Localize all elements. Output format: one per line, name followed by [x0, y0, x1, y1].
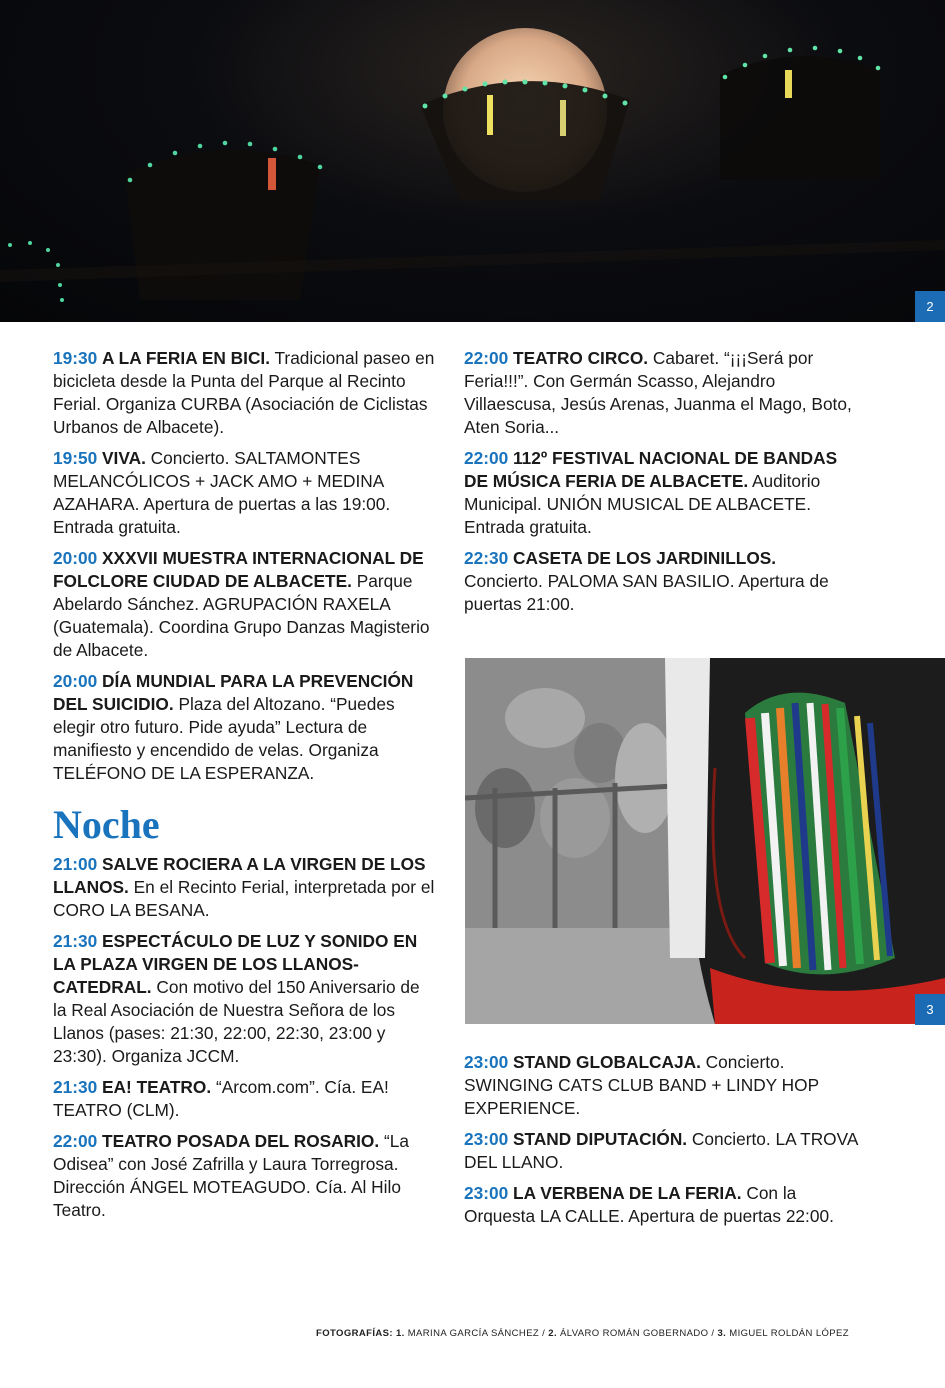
event-title: EA! TEATRO.	[102, 1077, 212, 1097]
header-photo	[0, 0, 945, 322]
event-title: ESPECTÁCULO DE LUZ Y SONIDO EN LA PLAZA VIRGEN DE LOS LLANOS-CATEDRAL.	[53, 931, 418, 997]
left-column	[53, 347, 437, 1230]
event-time: 20:00	[53, 548, 98, 568]
credit-number: 1.	[395, 1328, 405, 1339]
event-entry	[464, 1128, 859, 1174]
event-title: TEATRO POSADA DEL ROSARIO.	[102, 1131, 380, 1151]
event-time: 20:00	[53, 671, 98, 691]
credit-name: MARINA GARCÍA SÁNCHEZ /	[404, 1328, 549, 1339]
event-title: STAND GLOBALCAJA.	[513, 1052, 701, 1072]
event-text: Concierto. SWINGING CATS CLUB BAND + LINDY HOP EXPERIENCE.	[464, 1052, 819, 1118]
photo-number-badge: 2	[915, 291, 945, 322]
section-title-noche: Noche	[53, 802, 160, 847]
event-time: 22:30	[464, 548, 509, 568]
photo-credits	[316, 1328, 849, 1339]
event-time: 19:30	[53, 348, 98, 368]
event-entry	[464, 547, 859, 616]
event-text: Con motivo del 150 Aniversario de la Real Asociación de Nuestra Señora de los Llanos (pases: 21:30, 22:00, 22:30, 23:00 y 23:30). Organiza JCCM.	[53, 977, 420, 1066]
credit-number: 3.	[717, 1328, 727, 1339]
event-entry	[53, 1130, 437, 1222]
credit-number: 2.	[548, 1328, 557, 1339]
event-time: 23:00	[464, 1052, 509, 1072]
event-entry	[53, 547, 437, 662]
event-text: Concierto. LA TROVA DEL LLANO.	[464, 1129, 858, 1172]
ferris-wheel-moon-photo	[0, 0, 945, 322]
event-time: 19:50	[53, 448, 98, 468]
folk-costume-photo	[465, 658, 945, 1024]
event-title: 112º FESTIVAL NACIONAL DE BANDAS DE MÚSICA FERIA DE ALBACETE.	[464, 448, 838, 491]
event-entry	[464, 1182, 859, 1228]
event-title: CASETA DE LOS JARDINILLOS.	[513, 548, 777, 568]
event-title: A LA FERIA EN BICI.	[102, 348, 271, 368]
event-time: 22:00	[53, 1131, 98, 1151]
right-column-top	[464, 347, 859, 624]
event-time: 21:30	[53, 931, 98, 951]
event-entry	[464, 1051, 859, 1120]
event-time: 21:00	[53, 854, 98, 874]
folk-dancer-bag-photo	[465, 658, 945, 1024]
event-entry	[53, 670, 437, 785]
event-time: 22:00	[464, 448, 509, 468]
event-text: “La Odisea” con José Zafrilla y Laura Torregrosa. Dirección ÁNGEL MOTEAGUDO. Cía. Al Hilo Teatro.	[53, 1131, 409, 1220]
event-text: Concierto. PALOMA SAN BASILIO. Apertura de puertas 21:00.	[464, 571, 829, 614]
event-entry	[53, 853, 437, 922]
credit-name: MIGUEL ROLDÁN LÓPEZ	[726, 1328, 849, 1339]
event-text: En el Recinto Ferial, interpretada por el CORO LA BESANA.	[53, 877, 435, 920]
event-entry	[53, 347, 437, 439]
event-entry	[53, 447, 437, 539]
event-title: TEATRO CIRCO.	[513, 348, 649, 368]
event-time: 21:30	[53, 1077, 98, 1097]
event-text: “Arcom.com”. Cía. EA! TEATRO (CLM).	[53, 1077, 389, 1120]
event-time: 22:00	[464, 348, 509, 368]
event-text: Auditorio Municipal. UNIÓN MUSICAL DE ALBACETE. Entrada gratuita.	[464, 471, 821, 537]
event-title: LA VERBENA DE LA FERIA.	[513, 1183, 742, 1203]
event-entry	[464, 347, 859, 439]
event-entry	[53, 1076, 437, 1122]
event-entry	[53, 930, 437, 1068]
event-text: Plaza del Altozano. “Puedes elegir otro futuro. Pide ayuda” Lectura de manifiesto y encendido de velas. Organiza TELÉFONO DE LA ESPERANZA.	[53, 694, 395, 783]
event-text: Cabaret. “¡¡¡Será por Feria!!!”. Con Germán Scasso, Alejandro Villaescusa, Jesús Arenas, Juanma el Mago, Boto, Aten Soria...	[464, 348, 852, 437]
event-time: 23:00	[464, 1183, 509, 1203]
event-title: SALVE ROCIERA A LA VIRGEN DE LOS LLANOS.	[53, 854, 426, 897]
event-title: STAND DIPUTACIÓN.	[513, 1129, 688, 1149]
event-title: XXXVII MUESTRA INTERNACIONAL DE FOLCLORE CIUDAD DE ALBACETE.	[53, 548, 424, 591]
right-column-bottom	[464, 1051, 859, 1236]
credits-label: FOTOGRAFÍAS:	[316, 1328, 396, 1339]
event-text: Tradicional paseo en bicicleta desde la Punta del Parque al Recinto Ferial. Organiza CURBA (Asociación de Ciclistas Urbanos de Albacete).	[53, 348, 435, 437]
event-text: Concierto. SALTAMONTES MELANCÓLICOS + JACK AMO + MEDINA AZAHARA. Apertura de puertas a las 19:00. Entrada gratuita.	[53, 448, 391, 537]
event-text: Con la Orquesta LA CALLE. Apertura de puertas 22:00.	[464, 1183, 834, 1226]
photo-number-badge: 3	[915, 994, 945, 1025]
event-title: DÍA MUNDIAL PARA LA PREVENCIÓN DEL SUICIDIO.	[53, 671, 414, 714]
credit-name: ÁLVARO ROMÁN GOBERNADO /	[557, 1328, 718, 1339]
event-title: VIVA.	[102, 448, 146, 468]
event-time: 23:00	[464, 1129, 509, 1149]
event-text: Parque Abelardo Sánchez. AGRUPACIÓN RAXELA (Guatemala). Coordina Grupo Danzas Magisterio de Albacete.	[53, 571, 430, 660]
event-entry	[464, 447, 859, 539]
